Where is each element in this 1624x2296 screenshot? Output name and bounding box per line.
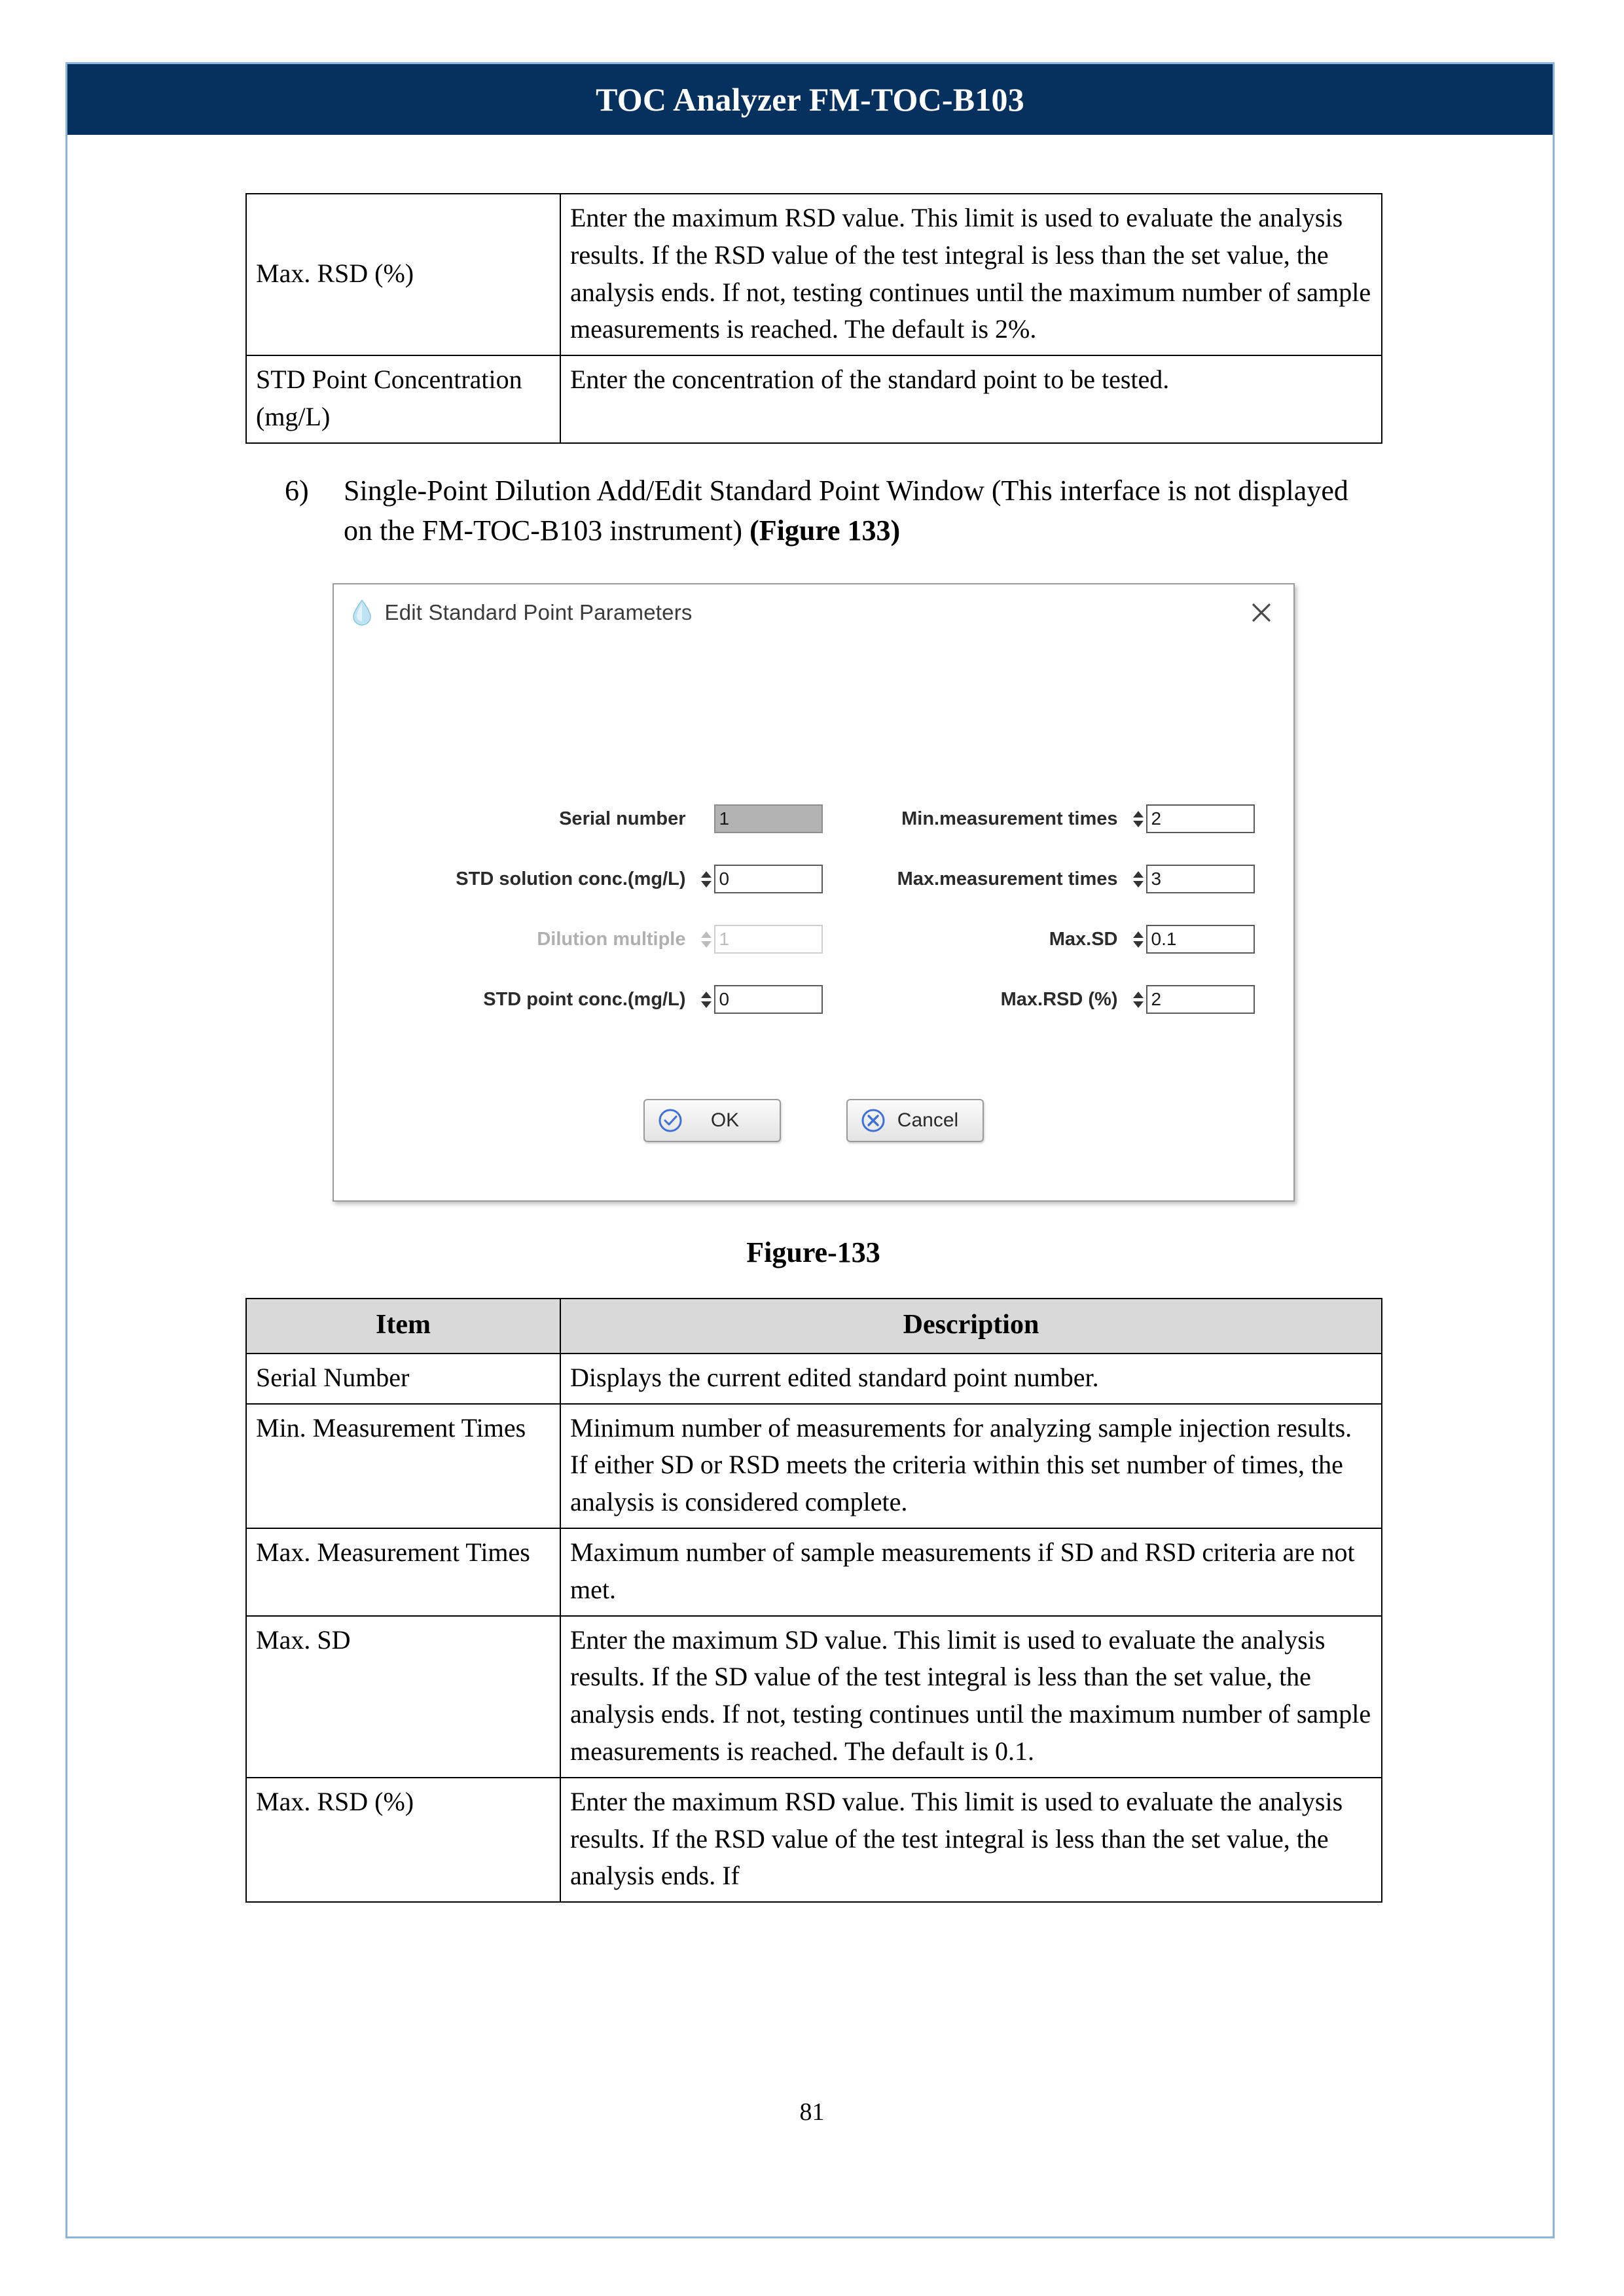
ok-button-label: OK — [710, 1109, 740, 1132]
table-cell-description: Minimum number of measurements for analyzing sample injection results. If either SD or RSD meets the criteria within this set number of times, the analysis is considered complete. — [560, 1404, 1382, 1528]
max-sd-field[interactable] — [1132, 925, 1257, 954]
table-cell-description: Maximum number of sample measurements if SD and RSD criteria are not met. — [560, 1528, 1382, 1616]
table-row — [246, 1354, 1382, 1404]
max-sd-label: Max.SD — [1049, 928, 1118, 950]
max-measurement-times-field[interactable] — [1132, 865, 1257, 893]
std-solution-conc-input[interactable]: 0 — [714, 865, 823, 893]
std-point-conc-field[interactable] — [700, 985, 825, 1014]
table-cell-description: Enter the maximum SD value. This limit is used to evaluate the analysis results. If the SD value of the test integral is less than the set value, the analysis ends. If not, testing continues until the maximum number of sample measurements is reached. The default is 0.1. — [560, 1616, 1382, 1778]
cancel-button-label: Cancel — [897, 1109, 959, 1132]
table-cell-description: Enter the concentration of the standard point to be tested. — [560, 355, 1382, 443]
table-row — [246, 1616, 1382, 1778]
figure-reference: (Figure 133) — [749, 514, 901, 547]
table-cell-item: Serial Number — [246, 1354, 560, 1404]
max-measurement-times-input[interactable]: 3 — [1146, 865, 1255, 893]
page-number: 81 — [799, 2098, 825, 2126]
min-measurement-times-input[interactable]: 2 — [1146, 804, 1255, 833]
dialog-titlebar — [334, 584, 1293, 641]
list-item-text: Single-Point Dilution Add/Edit Standard Point Window (This interface is not displayed on the FM-TOC-B103 instrument) — [344, 474, 1348, 547]
parameter-form — [373, 804, 1250, 1014]
max-rsd-input[interactable]: 2 — [1146, 985, 1255, 1014]
min-measurement-times-label: Min.measurement times — [901, 808, 1118, 829]
table-cell-description: Enter the maximum RSD value. This limit is used to evaluate the analysis results. If the RSD value of the test integral is less than the set value, the analysis ends. If — [560, 1778, 1382, 1902]
check-circle-icon — [655, 1105, 685, 1136]
max-rsd-field[interactable] — [1132, 985, 1257, 1014]
table-cell-description: Enter the maximum RSD value. This limit is used to evaluate the analysis results. If the RSD value of the test integral is less than the set value, the analysis ends. If not, testing continues until the maximum number of sample measurements is reached. The default is 2%. — [560, 194, 1382, 355]
min-measurement-times-field[interactable] — [1132, 804, 1257, 833]
max-measurement-times-label: Max.measurement times — [897, 868, 1118, 889]
spinner-arrows-icon[interactable] — [1132, 925, 1144, 954]
table-cell-description: Displays the current edited standard point number. — [560, 1354, 1382, 1404]
table-header-row — [246, 1299, 1382, 1354]
cancel-button[interactable] — [846, 1099, 984, 1142]
serial-number-input: 1 — [714, 804, 823, 833]
std-point-conc-label: STD point conc.(mg/L) — [483, 988, 686, 1010]
document-content — [245, 193, 1381, 1903]
close-icon[interactable] — [1246, 598, 1276, 628]
table-cell-item: Max. SD — [246, 1616, 560, 1778]
table-row — [246, 1528, 1382, 1616]
table-cell-item: STD Point Concentration (mg/L) — [246, 355, 560, 443]
list-item-marker: 6) — [285, 474, 309, 507]
spinner-arrows-icon[interactable] — [700, 985, 712, 1014]
spinner-arrows-icon[interactable] — [1132, 985, 1144, 1014]
figure-image-wrapper — [245, 583, 1381, 1202]
table-row — [246, 1778, 1382, 1902]
document-header-banner — [67, 64, 1553, 135]
max-rsd-label: Max.RSD (%) — [1000, 988, 1118, 1010]
table-cell-item: Max. RSD (%) — [246, 194, 560, 355]
edit-standard-point-dialog — [333, 583, 1295, 1202]
spinner-arrows-icon — [700, 925, 712, 954]
dilution-multiple-input: 1 — [714, 925, 823, 954]
std-point-conc-input[interactable]: 0 — [714, 985, 823, 1014]
std-solution-conc-field[interactable] — [700, 865, 825, 893]
table-cell-item: Min. Measurement Times — [246, 1404, 560, 1528]
serial-number-field[interactable] — [700, 804, 825, 833]
spinner-arrows-icon[interactable] — [700, 865, 712, 893]
spinner-arrows-icon[interactable] — [1132, 804, 1144, 833]
spinner-arrows-icon[interactable] — [1132, 865, 1144, 893]
x-circle-icon — [858, 1105, 888, 1136]
table-cell-item: Max. RSD (%) — [246, 1778, 560, 1902]
page-title: TOC Analyzer FM-TOC-B103 — [596, 81, 1024, 118]
dialog-body — [334, 641, 1293, 1200]
dilution-multiple-field — [700, 925, 825, 954]
dialog-button-row — [334, 1099, 1293, 1142]
table-row — [246, 194, 1382, 355]
column-header-item: Item — [246, 1299, 560, 1354]
item-description-table — [245, 1298, 1382, 1903]
table-row — [246, 1404, 1382, 1528]
numbered-list-item — [245, 471, 1381, 550]
max-sd-input[interactable]: 0.1 — [1146, 925, 1255, 954]
table-row — [246, 355, 1382, 443]
serial-number-label: Serial number — [559, 808, 686, 829]
table-cell-item: Max. Measurement Times — [246, 1528, 560, 1616]
water-drop-icon — [351, 600, 373, 626]
top-parameter-table — [245, 193, 1382, 444]
dilution-multiple-label: Dilution multiple — [537, 928, 686, 950]
figure-caption: Figure-133 — [746, 1236, 880, 1269]
ok-button[interactable] — [643, 1099, 781, 1142]
std-solution-conc-label: STD solution conc.(mg/L) — [456, 868, 686, 889]
dialog-title: Edit Standard Point Parameters — [384, 600, 693, 625]
column-header-description: Description — [560, 1299, 1382, 1354]
